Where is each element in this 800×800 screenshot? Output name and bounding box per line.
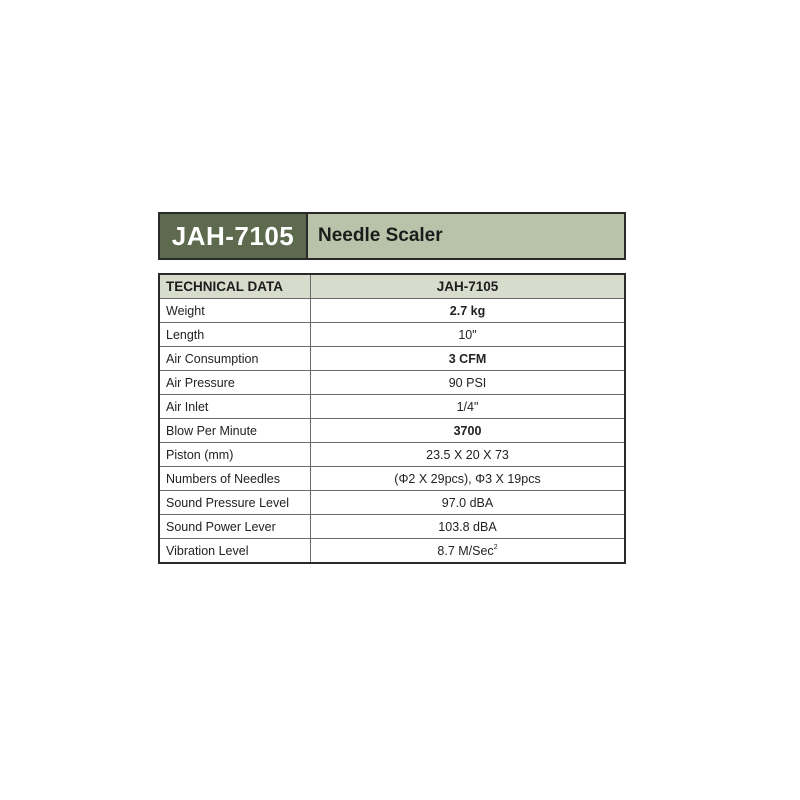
spec-value-text: 10" [458, 327, 477, 342]
product-title-box [308, 214, 624, 258]
spec-label: Length [159, 323, 311, 347]
spec-value-text: (Φ2 X 29pcs), Φ3 X 19pcs [394, 471, 541, 486]
spec-value [311, 491, 626, 515]
product-title: Needle Scaler [318, 225, 443, 246]
spec-value-text: 3 CFM [448, 351, 487, 366]
spec-value [311, 419, 626, 443]
column-header-technical-data: TECHNICAL DATA [159, 274, 311, 299]
spec-value-text: 8.7 M/Sec [437, 543, 494, 558]
spec-value [311, 443, 626, 467]
table-header-row [159, 274, 625, 299]
spec-label: Weight [159, 299, 311, 323]
table-row [159, 371, 625, 395]
table-row [159, 299, 625, 323]
spec-value [311, 467, 626, 491]
model-number: JAH-7105 [171, 220, 295, 251]
column-header-model: JAH-7105 [311, 274, 626, 299]
table-body [159, 299, 625, 564]
spec-label: Sound Power Lever [159, 515, 311, 539]
table-row [159, 539, 625, 564]
table-row [159, 515, 625, 539]
spec-label: Air Inlet [159, 395, 311, 419]
spec-value-text: 2.7 kg [449, 303, 486, 318]
table-row [159, 443, 625, 467]
spec-value-text: 23.5 X 20 X 73 [426, 447, 509, 462]
table-row [159, 395, 625, 419]
spec-value-text: 90 PSI [448, 375, 487, 390]
spec-label: Vibration Level [159, 539, 311, 564]
spec-label: Sound Pressure Level [159, 491, 311, 515]
spec-label: Air Consumption [159, 347, 311, 371]
table-row [159, 467, 625, 491]
spec-value [311, 371, 626, 395]
spec-value [311, 515, 626, 539]
spec-label: Numbers of Needles [159, 467, 311, 491]
table-row [159, 347, 625, 371]
spec-value [311, 395, 626, 419]
product-header [158, 212, 626, 260]
table-row [159, 323, 625, 347]
table-row [159, 419, 625, 443]
spec-value [311, 347, 626, 371]
spec-value-text: 1/4" [456, 399, 479, 414]
spec-label: Blow Per Minute [159, 419, 311, 443]
spec-label: Air Pressure [159, 371, 311, 395]
spec-label: Piston (mm) [159, 443, 311, 467]
spec-value [311, 539, 626, 564]
spec-value-text: 103.8 dBA [438, 519, 497, 534]
spec-value [311, 323, 626, 347]
technical-data-table [158, 273, 626, 564]
spec-value-superscript: 2 [493, 543, 498, 551]
spec-value [311, 299, 626, 323]
spec-value-text: 3700 [453, 423, 482, 438]
table-row [159, 491, 625, 515]
model-badge [160, 214, 308, 258]
spec-value-text: 97.0 dBA [441, 495, 494, 510]
